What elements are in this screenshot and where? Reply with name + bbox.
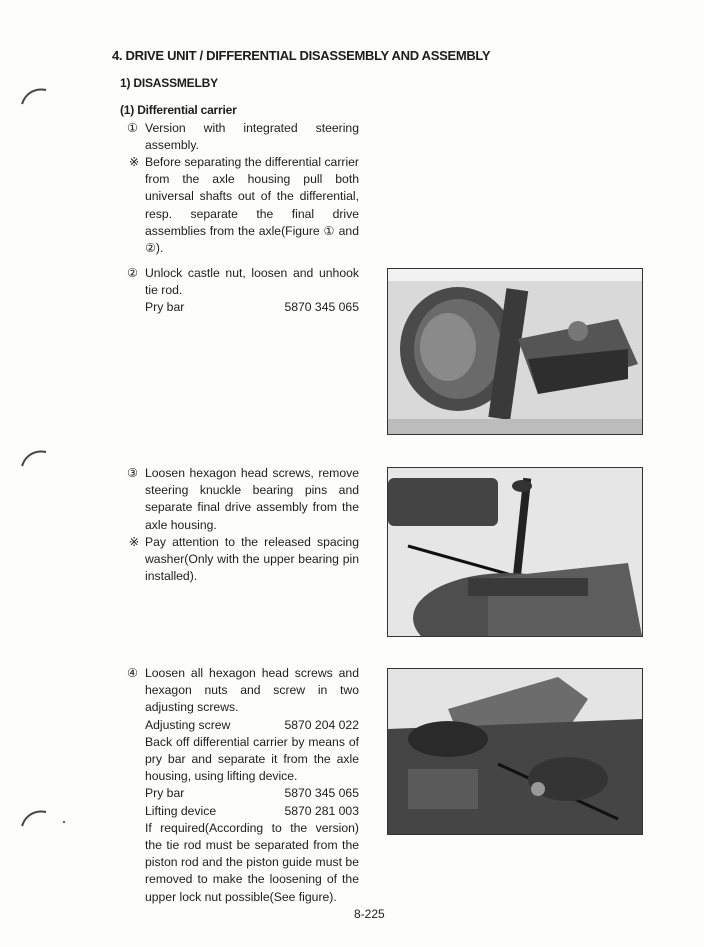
- figure-3-photo: [387, 467, 643, 637]
- step-1-text: Version with integrated steering assembly.: [145, 121, 359, 153]
- binder-mark-3: [20, 806, 70, 828]
- tool-name: Lifting device: [145, 803, 217, 818]
- step-2-text: Unlock castle nut, loosen and unhook tie rod.: [145, 266, 359, 298]
- tool-name: Pry bar: [145, 786, 185, 801]
- step-3-note-text: Pay attention to the released spacing washer(Only with the upper bearing pin installed).: [145, 535, 359, 584]
- subheading: 1) DISASSMELBY: [120, 76, 218, 90]
- binder-mark-1: [20, 84, 50, 106]
- step-4-text-2: Back off differential carrier by means of pry bar and separate it from the axle housing, using lifting device.: [145, 734, 359, 784]
- tool-code: 5870 345 065: [284, 786, 359, 801]
- step-4-text-3: If required(According to the version) the tie rod must be separated from the piston rod and the piston guide must be removed to make the loosening of the upper lock nut possible(See figure).: [145, 820, 359, 904]
- step-1: [127, 120, 359, 154]
- tool-row: [127, 803, 359, 820]
- tool-row: [127, 299, 359, 316]
- tool-code: 5870 281 003: [284, 803, 359, 818]
- step-3-text: Loosen hexagon head screws, remove steering knuckle bearing pins and separate final drive assembly from the axle housing.: [145, 466, 359, 532]
- step-4-text: Loosen all hexagon head screws and hexagon nuts and screw in two adjusting screws.: [145, 666, 359, 715]
- step-1-number: ①: [127, 121, 138, 135]
- figure-4-photo: [387, 668, 643, 835]
- step-3-note: [127, 534, 359, 586]
- step-3: [127, 465, 359, 534]
- step-4-number: ④: [127, 666, 138, 680]
- step-3-number: ③: [127, 466, 138, 480]
- step-2-number: ②: [127, 266, 138, 280]
- page-number: 8-225: [354, 907, 385, 921]
- subsection-title: (1) Differential carrier: [120, 103, 237, 117]
- tool-name: Adjusting screw: [145, 717, 231, 732]
- tool-row: [127, 785, 359, 802]
- note-mark: ※: [129, 155, 140, 169]
- step-1-note: [127, 154, 359, 257]
- section-heading: 4. DRIVE UNIT / DIFFERENTIAL DISASSEMBLY AND ASSEMBLY: [112, 48, 491, 63]
- figure-2-photo: [387, 268, 643, 435]
- step-1-note-text: Before separating the differential carrier from the axle housing pull both universal shafts out of the differential, resp. separate the final drive assemblies from the axle(Figure ① and ②).: [145, 155, 359, 256]
- tool-code: 5870 345 065: [284, 300, 359, 315]
- tool-row: [127, 717, 359, 734]
- binder-mark-2: [20, 446, 50, 468]
- step-4: [127, 665, 359, 906]
- tool-code: 5870 204 022: [284, 717, 359, 732]
- tool-name: Pry bar: [145, 300, 185, 315]
- note-mark: ※: [129, 535, 140, 549]
- step-2: [127, 265, 359, 317]
